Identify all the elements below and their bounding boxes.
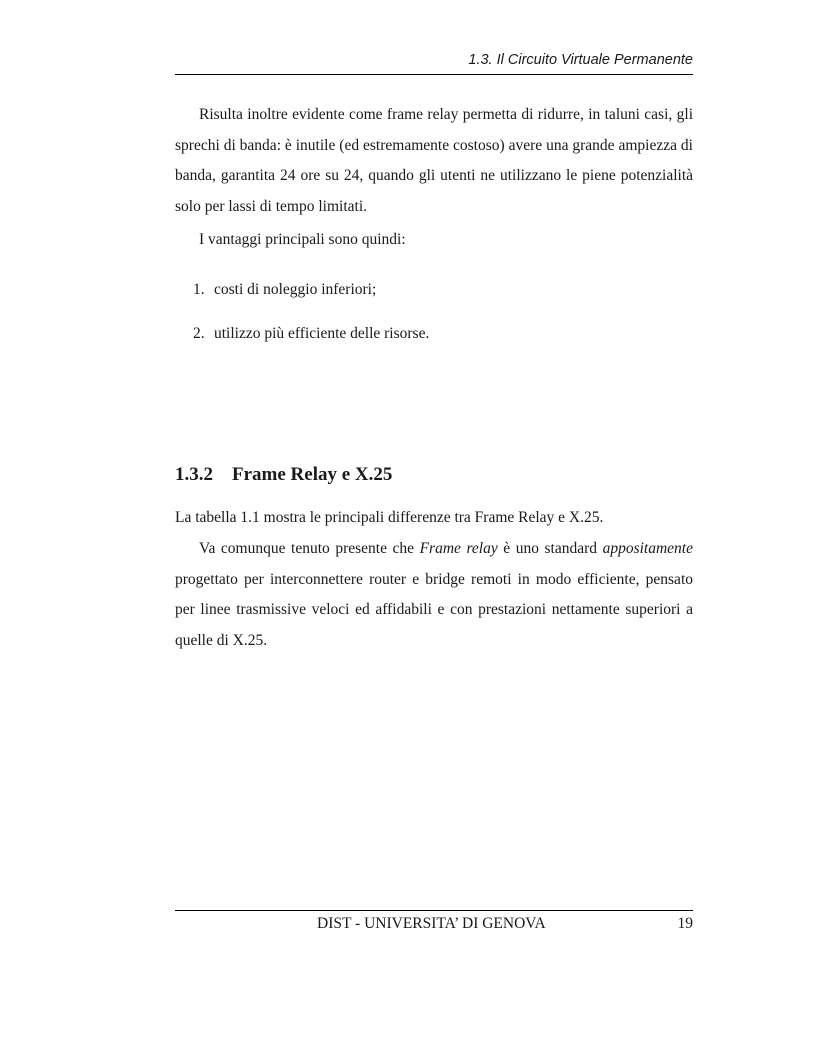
paragraph-advantages-intro: I vantaggi principali sono quindi: [199,231,406,248]
paragraph-frame-relay-standard [175,534,693,656]
page-number: 19 [677,915,693,932]
section-heading [175,464,392,486]
list-item-number: 2. [193,325,205,342]
header-rule [175,74,693,75]
text-segment: progettato per interconnettere router e bridge remoti in modo efficiente, pensato per linee trasmissive veloci ed affidabili e con prestazioni nettamente superiori a quelle di X.25. [175,570,693,649]
section-title: Frame Relay e X.25 [232,464,393,485]
list-item-text: costi di noleggio inferiori; [214,281,377,298]
emphasis-frame-relay: Frame relay [419,540,498,557]
footer-rule [175,910,693,911]
paragraph-bandwidth: Risulta inoltre evidente come frame relay permetta di ridurre, in taluni casi, gli sprechi di banda: è inutile (ed estremamente costoso) avere una grande ampiezza di banda, garantita 24 ore su 24, quando gli utenti ne utilizzano le piene potenzialità solo per lassi di tempo limitati. [175,106,693,215]
text-segment: è uno standard [497,540,603,557]
section-number: 1.3.2 [175,464,213,485]
emphasis-appositamente: appositamente [602,540,693,557]
footer-institution: DIST - UNIVERSITA’ DI GENOVA [317,915,546,932]
text-segment: Va comunque tenuto presente che [199,540,420,557]
list-item-text: utilizzo più efficiente delle risorse. [214,325,430,342]
running-header: 1.3. Il Circuito Virtuale Permanente [468,52,693,68]
list-item-number: 1. [193,281,205,298]
paragraph-table-reference: La tabella 1.1 mostra le principali differenze tra Frame Relay e X.25. [175,509,604,526]
